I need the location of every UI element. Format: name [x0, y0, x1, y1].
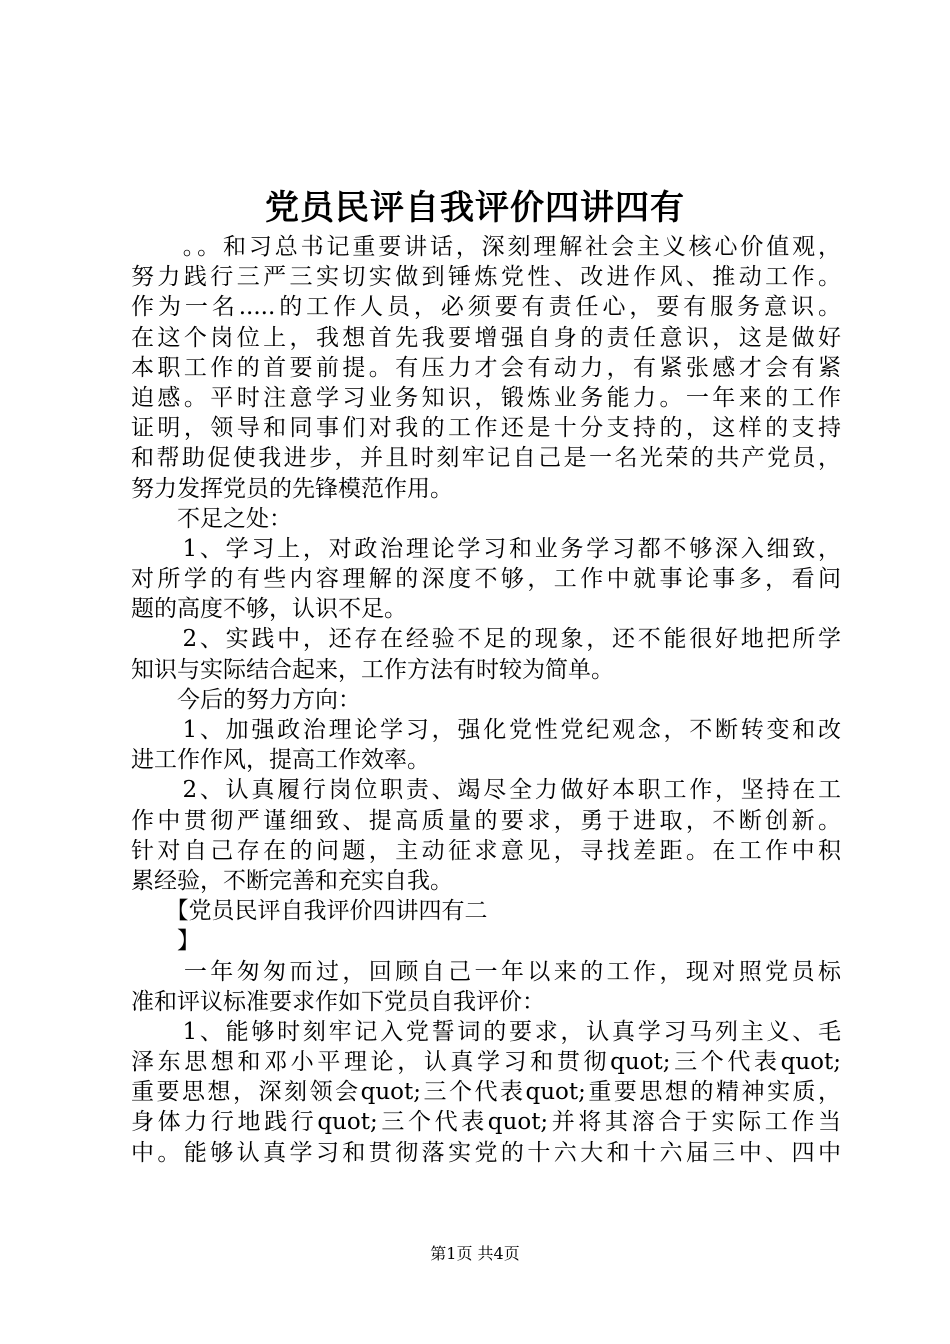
- text-line: 努力践行三严三实切实做到锤炼党性、改进作风、推动工作。: [131, 264, 841, 291]
- text-line: 重要思想，深刻领会quot;三个代表quot;重要思想的精神实质，: [131, 1079, 841, 1106]
- text-line: 【党员民评自我评价四讲四有二: [131, 898, 488, 925]
- text-line: 一年匆匆而过，回顾自己一年以来的工作，现对照党员标: [131, 958, 841, 985]
- text-line: 和帮助促使我进步，并且时刻牢记自己是一名光荣的共产党员，: [131, 445, 841, 472]
- text-line: 进工作作风，提高工作效率。: [131, 747, 430, 774]
- text-line: 作中贯彻严谨细致、提高质量的要求，勇于进取，不断创新。: [131, 807, 841, 834]
- text-line: 证明，领导和同事们对我的工作还是十分支持的，这样的支持: [131, 415, 841, 442]
- text-line: 累经验，不断完善和充实自我。: [131, 867, 453, 894]
- text-line: 1、加强政治理论学习，强化党性党纪观念，不断转变和改: [131, 717, 841, 743]
- text-line: 中。能够认真学习和贯彻落实党的十六大和十六届三中、四中: [131, 1139, 841, 1166]
- text-line: 不足之处：: [131, 505, 292, 532]
- text-line: 对所学的有些内容理解的深度不够，工作中就事论事多，看问: [131, 566, 841, 593]
- text-line: 针对自己存在的问题，主动征求意见，寻找差距。在工作中积: [131, 837, 841, 864]
- document-title: 党员民评自我评价四讲四有: [265, 188, 685, 228]
- text-line: 2、认真履行岗位职责、竭尽全力做好本职工作，坚持在工: [131, 777, 841, 804]
- text-line: 在这个岗位上，我想首先我要增强自身的责任意识，这是做好: [131, 324, 841, 351]
- text-line: 今后的努力方向：: [131, 686, 361, 713]
- text-line: 1、能够时刻牢记入党誓词的要求，认真学习马列主义、毛: [131, 1018, 841, 1045]
- text-line: 知识与实际结合起来，工作方法有时较为简单。: [131, 656, 614, 683]
- text-line: 作为一名.....的工作人员，必须要有责任心，要有服务意识。: [131, 294, 841, 321]
- text-line: 努力发挥党员的先锋模范作用。: [131, 475, 453, 502]
- page-number: 第1页 共4页: [430, 1244, 520, 1263]
- text-line: 。。和习总书记重要讲话，深刻理解社会主义核心价值观，: [131, 234, 841, 260]
- text-line: 准和评议标准要求作如下党员自我评价：: [131, 988, 545, 1015]
- text-line: 2、实践中，还存在经验不足的现象，还不能很好地把所学: [131, 626, 841, 653]
- text-line: 身体力行地践行quot;三个代表quot;并将其溶合于实际工作当: [131, 1109, 841, 1136]
- text-line: 泽东思想和邓小平理论，认真学习和贯彻quot;三个代表quot;: [131, 1049, 841, 1076]
- text-line: 1、学习上，对政治理论学习和业务学习都不够深入细致，: [131, 535, 841, 562]
- text-line: 本职工作的首要前提。有压力才会有动力，有紧张感才会有紧: [131, 354, 841, 381]
- text-line: 题的高度不够，认识不足。: [131, 596, 407, 623]
- document-body: [131, 232, 841, 1168]
- text-line: 】: [131, 928, 200, 955]
- text-line: 迫感。平时注意学习业务知识，锻炼业务能力。一年来的工作: [131, 384, 841, 411]
